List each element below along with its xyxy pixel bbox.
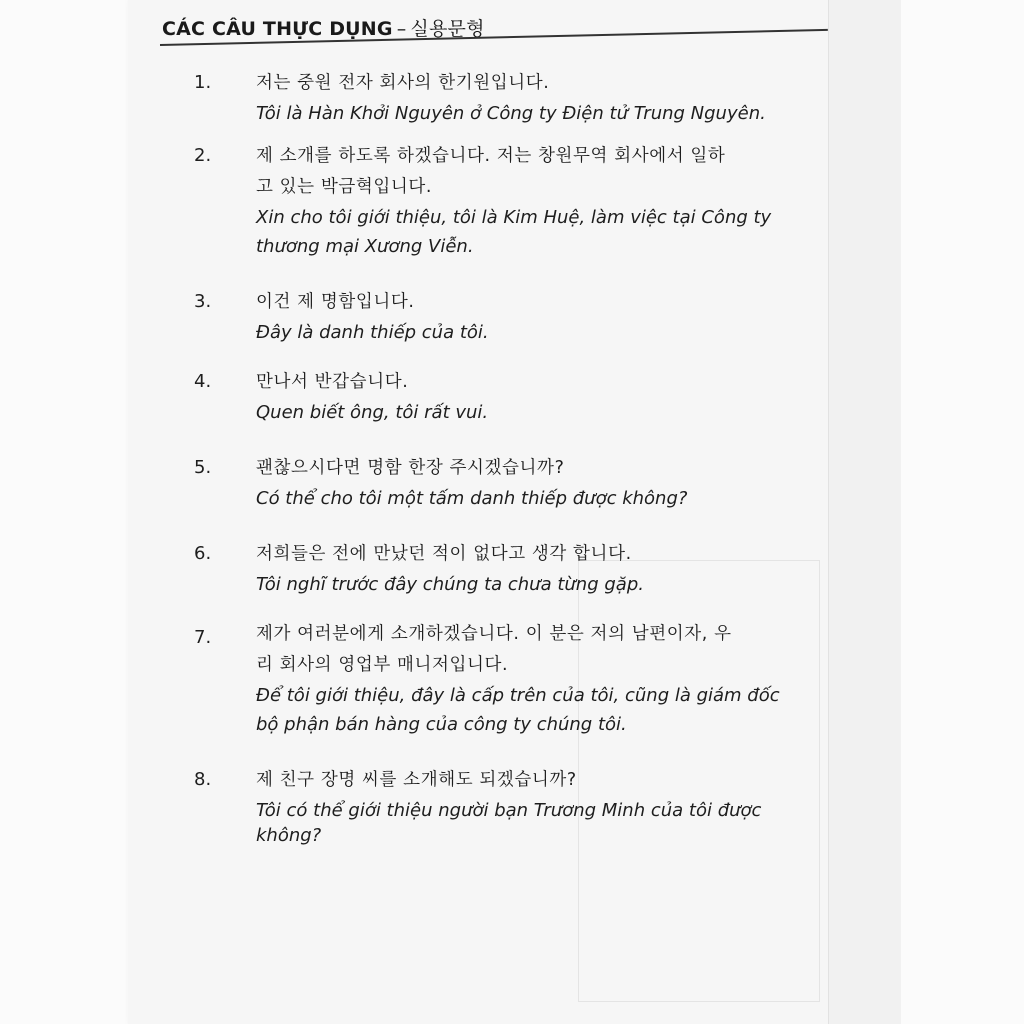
phrase-entry-3 xyxy=(194,287,828,347)
phrase-entry-6 xyxy=(194,539,828,599)
korean-line: 고 있는 박금혁입니다. xyxy=(256,177,433,197)
vietnamese-line: Tôi có thể giới thiệu người bạn Trương Minh của tôi được xyxy=(256,800,762,821)
book-page xyxy=(128,0,828,1024)
entry-number: 8. xyxy=(194,769,212,790)
korean-line: 저는 중원 전자 회사의 한기원입니다. xyxy=(256,73,550,93)
vietnamese-line: Tôi là Hàn Khởi Nguyên ở Công ty Điện tử Trung Nguyên. xyxy=(256,103,766,124)
entry-number: 5. xyxy=(194,457,212,478)
entry-number: 6. xyxy=(194,543,212,564)
phrase-entry-2 xyxy=(194,141,828,261)
korean-line: 저희들은 전에 만났던 적이 없다고 생각 합니다. xyxy=(256,544,632,564)
entry-number: 1. xyxy=(194,72,212,93)
phrase-entry-5 xyxy=(194,453,828,513)
korean-line: 제 친구 장명 씨를 소개해도 되겠습니까? xyxy=(256,770,577,790)
phrase-entry-8 xyxy=(194,765,828,847)
vietnamese-line: Tôi nghĩ trước đây chúng ta chưa từng gặp. xyxy=(256,574,644,595)
korean-line: 괜찮으시다면 명함 한장 주시겠습니까? xyxy=(256,458,565,478)
vietnamese-line: Xin cho tôi giới thiệu, tôi là Kim Huệ, làm việc tại Công ty xyxy=(256,207,772,228)
korean-line: 만나서 반갑습니다. xyxy=(256,372,409,392)
korean-line: 이건 제 명함입니다. xyxy=(256,292,415,312)
phrase-entry-1 xyxy=(194,68,828,128)
entry-number: 3. xyxy=(194,291,212,312)
vietnamese-line: Quen biết ông, tôi rất vui. xyxy=(256,402,489,423)
header-title-vi: CÁC CÂU THỰC DỤNG xyxy=(162,18,393,40)
korean-line: 리 회사의 영업부 매니저입니다. xyxy=(256,655,509,675)
vietnamese-line: Có thể cho tôi một tấm danh thiếp được không? xyxy=(256,488,688,509)
entry-number: 4. xyxy=(194,371,212,392)
phrase-entry-4 xyxy=(194,367,828,427)
korean-line: 제가 여러분에게 소개하겠습니다. 이 분은 저의 남편이자, 우 xyxy=(256,624,732,644)
vietnamese-line: không? xyxy=(256,825,322,846)
vietnamese-line: Để tôi giới thiệu, đây là cấp trên của tôi, cũng là giám đốc xyxy=(256,685,780,706)
entry-number: 2. xyxy=(194,145,212,166)
adjacent-page-edge xyxy=(828,0,901,1024)
vietnamese-line: Đây là danh thiếp của tôi. xyxy=(256,322,489,343)
korean-line: 제 소개를 하도록 하겠습니다. 저는 창원무역 회사에서 일하 xyxy=(256,146,726,166)
header-title-ko: 실용문형 xyxy=(410,18,485,40)
phrase-entry-7 xyxy=(194,619,828,739)
header-separator: – xyxy=(396,18,407,40)
vietnamese-line: bộ phận bán hàng của công ty chúng tôi. xyxy=(256,714,627,735)
phrase-list xyxy=(194,68,828,847)
vietnamese-line: thương mại Xương Viễn. xyxy=(256,236,474,257)
entry-number: 7. xyxy=(194,627,212,648)
